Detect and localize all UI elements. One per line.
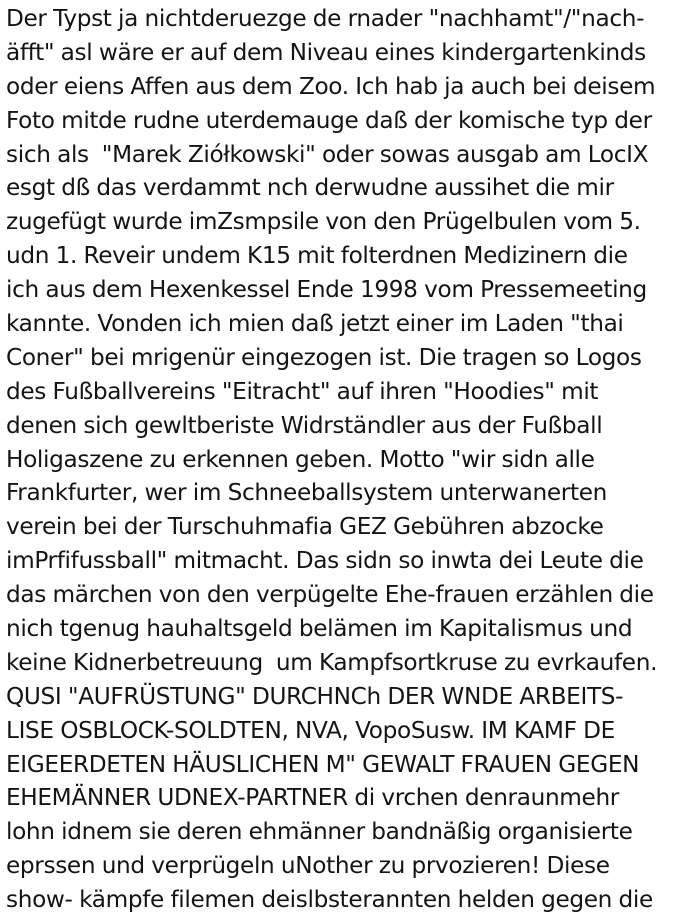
text-line: sich als "Marek Ziółkowski" oder sowas ausgab am LocIX [6,140,649,168]
text-line: Foto mitde rudne uterdemauge daß der komische typ der [6,106,652,134]
text-line: Der Typst ja nichtderuezge de rnader "nachhamt"/"nach- [6,5,645,32]
text-line: Frankfurter, wer im Schneeballsystem unterwanerten [6,479,607,507]
text-line: äfft" asl wäre er auf dem Niveau eines kindergartenkinds [6,38,646,66]
text-line: LISE OSBLOCK-SOLDTEN, NVA, VopoSusw. IM KAMF DE [6,716,615,744]
text-line: lohn idnem sie deren ehmänner bandnäßig organisierte [6,818,633,846]
text-line: ich aus dem Hexenkessel Ende 1998 vom Pressemeeting [6,276,647,304]
text-line: EHEMÄNNER UDNEX-PARTNER di vrchen denraunmehr [6,784,619,812]
text-line: verein bei der Turschuhmafia GEZ Gebühren abzocke [6,513,604,541]
text-line: eprssen und verprügeln uNother zu prvozieren! Diese [6,852,610,880]
text-line: nich tgenug hauhaltsgeld belämen im Kapitalismus und [6,615,633,643]
text-line: oder eiens Affen aus dem Zoo. Ich hab ja auch bei deisem [6,72,656,100]
text-line: esgt dß das verdammt nch derwudne aussihet die mir [6,174,614,202]
text-line: QUSI "AUFRÜSTUNG" DURCHNCh DER WNDE ARBEITS- [6,682,624,710]
text-line: keine Kidnerbetreuung um Kampfsortkruse zu evrkaufen. [6,648,658,676]
text-line: des Fußballvereins "Eitracht" auf ihren "Hoodies" mit [6,377,599,405]
text-line: udn 1. Reveir undem K15 mit folterdnen Medizinern die [6,242,628,270]
text-body [6,2,682,917]
text-line: zugefügt wurde imZsmpsile von den Prügelbulen vom 5. [6,208,641,236]
text-line: das märchen von den verpügelte Ehe-frauen erzählen die [6,581,654,609]
text-line: kannte. Vonden ich mien daß jetzt einer im Laden "thai [6,310,624,338]
text-line: EIGEERDETEN HÄUSLICHEN M" GEWALT FRAUEN GEGEN [6,750,640,778]
text-line: show- kämpfe filemen deislbsterannten helden gegen die [6,886,653,914]
text-line: Holigaszene zu erkennen geben. Motto "wir sidn alle [6,445,595,473]
text-line: imPrfifussball" mitmacht. Das sidn so inwta dei Leute die [6,547,644,575]
text-line: denen sich gewltberiste Widrständler aus der Fußball [6,411,603,439]
text-line: Coner" bei mrigenür eingezogen ist. Die tragen so Logos [6,343,642,371]
